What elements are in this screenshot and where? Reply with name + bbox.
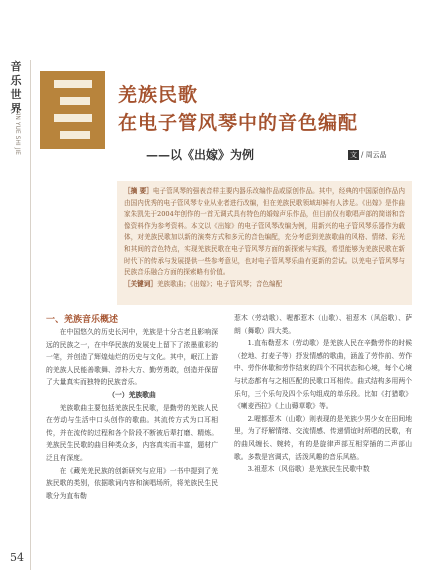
paragraph: 在《藏羌羌民族的创新研究与应用》一书中提到了羌族民歌的类别，依据歌词内容和演唱场所，将羌族民生民歌分为直布勒 [46, 466, 218, 500]
logo-stripe [54, 114, 92, 122]
column-title-char: 音 [10, 60, 22, 73]
subheading: （一）羌族歌曲 [108, 390, 156, 399]
page-number: 54 [10, 551, 24, 564]
author-byline [348, 150, 387, 160]
paragraph: 惹木（劳动歌）、喔都惹木（山歌）、祖惹木（风俗歌）、萨朗（舞歌）四大类。 [234, 314, 412, 335]
keywords [124, 279, 405, 291]
right-column-text [234, 312, 412, 476]
article-title-line1: 羌族民歌 [118, 84, 199, 106]
abstract-text [124, 186, 405, 279]
paragraph: 在中国悠久的历史长河中，羌族是十分古老且影响深远的民族之一，在中华民族的发展史上留下了浓墨重彩的一笔，并创造了辉煌灿烂的历史与文化。其中，岷江上游的羌族人民能善歌舞、淳朴大方、勤劳勇敢，创造并保留了大量真实而独特的民族音乐。 [46, 328, 218, 387]
author-name: / 周云晶 [361, 151, 387, 159]
column-logo [40, 71, 105, 149]
column-pinyin-text: YIN YUE SHI JIE [14, 110, 21, 155]
paragraph: 3.祖惹木（风俗歌）是羌族民生民歌中数 [247, 465, 370, 474]
paragraph: 2.喔都惹木（山歌）则表现的是羌族少男少女在田间地里，为了纾解情绪、交流情感、传递情谊时所唱的民歌，有的曲风缠长、婉转，有的是旋律声部互相穿插的二声部山歌。多数是宫调式，活泼风趣的音乐风格。 [234, 414, 412, 461]
logo-stripe [54, 80, 92, 88]
column-title-char: 世 [10, 88, 22, 101]
keywords-label: ［关键词］ [124, 279, 157, 288]
keywords-text: 羌族歌曲；《出嫁》；电子管风琴；音色编配 [156, 279, 283, 288]
abstract-label: ［摘 要］ [124, 187, 153, 195]
article-title-line2: 在电子管风琴中的音色编配 [118, 112, 359, 134]
article-subtitle: ——以《出嫁》为例 [146, 148, 255, 162]
column-pinyin [12, 110, 20, 159]
section-heading: 一、羌族音乐概述 [46, 315, 119, 325]
abstract-box [117, 181, 412, 305]
author-tag: 文 [350, 151, 357, 159]
column-divider [30, 60, 31, 570]
paragraph: 1.直布勒惹木（劳动歌）是羌族人民在辛勤劳作的时候（挖地、打麦子等）抒发情感的歌曲，涵盖了劳作前、劳作中、劳作休歇和劳作结束的四个不同状态和心境，每个心境与状态都有与之相匹配的民歌口耳相传。曲式结构多用两个乐句，三个乐句及四个乐句组成的单乐段。比如《打猎歌》《喇麦西拉》《上山薅草歌》等。 [234, 339, 412, 411]
left-column-text [46, 326, 218, 502]
column-title [7, 60, 25, 116]
logo-stripe [60, 131, 90, 139]
column-title-char: 界 [10, 102, 22, 115]
abstract-body: 电子管风琴的强表音样主要内器乐改编作品或原创作品。其中，经典的中国原创作品内由国内优秀的电子管风琴专业从业者进行改编，但在羌族民歌领域却鲜有人涉足。《出嫁》是作曲家朱凯先于2004年创作的一首无调式具有特色的婚嫁声乐作品，但目前仅有歌唱声部的简谱和音像资料作为参考资料。本文以《出嫁》的电子管风琴改编为例，用新兴的电子管风琴乐器作为载体，对羌族民歌加以新的演奏方式和多元的音色编配，充分考虑到羌族歌曲的风格、情绪、彩光和其间的音色特点，实现羌族民歌在电子管风琴方面的新探索与实践，希望能够为羌族民歌在新时代下的传承与发展提供一些参考意见，也对电子管风琴乐曲有更新的尝试。以羌电子管风琴与民族音乐融合方面的探索略有价值。 [124, 187, 406, 277]
paragraph: 羌族歌曲主要包括羌族民生民歌，是勤劳的羌族人民在劳动与生活中口头创作的歌曲。其流传方式为口耳相传，并在流传的过程和各个阶段不断被后辈打磨、精炼。羌族民生民歌的曲目种类众多，内容真实而丰富，题材广泛且有深度。 [46, 403, 218, 462]
logo-stripe [60, 97, 90, 105]
column-title-char: 乐 [10, 74, 22, 87]
